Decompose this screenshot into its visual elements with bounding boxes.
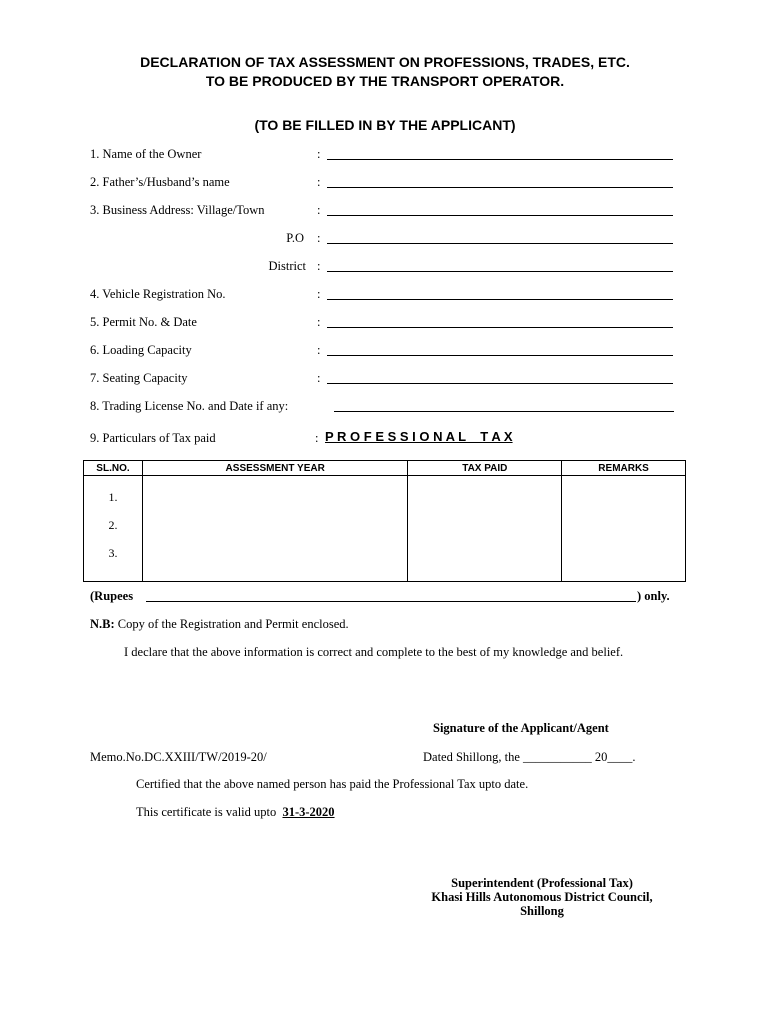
field-colon: : <box>317 147 321 161</box>
field-colon: : <box>317 371 321 385</box>
field-label-seating: 7. Seating Capacity <box>90 371 188 385</box>
po-input-line[interactable] <box>327 243 673 244</box>
superintendent-block <box>400 876 684 918</box>
form-subtitle: (TO BE FILLED IN BY THE APPLICANT) <box>254 117 516 133</box>
address-input-line[interactable] <box>327 215 673 216</box>
field-colon: : <box>317 343 321 357</box>
memo-number: Memo.No.DC.XXIII/TW/2019-20/ <box>90 750 267 764</box>
professional-tax-label: P R O F E S S I O N A L T A X <box>325 429 513 444</box>
field-colon: : <box>317 315 321 329</box>
father-input-line[interactable] <box>327 187 673 188</box>
field-label-trading: 8. Trading License No. and Date if any: <box>90 399 289 413</box>
seating-input-line[interactable] <box>327 383 673 384</box>
form-title-line1: DECLARATION OF TAX ASSESSMENT ON PROFESSIONS, TRADES, ETC. <box>140 54 630 70</box>
rupees-prefix: (Rupees <box>90 589 134 603</box>
row-number: 3. <box>108 546 118 560</box>
sl-no-cell <box>84 476 143 582</box>
row-number: 1. <box>108 490 118 504</box>
header-assessment-year: ASSESSMENT YEAR <box>142 461 408 476</box>
valid-upto-date: 31-3-2020 <box>282 805 335 819</box>
certified-text: Certified that the above named person has paid the Professional Tax upto date. <box>136 777 529 791</box>
field-colon: : <box>315 431 319 445</box>
row-number: 2. <box>108 518 118 532</box>
dated-shillong: Dated Shillong, the ___________ 20____. <box>423 750 636 764</box>
nb-note <box>90 617 349 632</box>
district-input-line[interactable] <box>327 271 673 272</box>
field-colon: : <box>317 231 321 245</box>
field-label-particulars: 9. Particulars of Tax paid <box>90 431 216 445</box>
superintendent-place: Shillong <box>520 904 564 918</box>
declaration-text: I declare that the above information is correct and complete to the best of my knowledge and belief. <box>124 645 624 659</box>
valid-upto-text: This certificate is valid upto <box>136 805 277 819</box>
trading-input-line[interactable] <box>334 411 674 412</box>
field-colon: : <box>317 259 321 273</box>
form-title-line2: TO BE PRODUCED BY THE TRANSPORT OPERATOR. <box>205 73 565 89</box>
signature-label: Signature of the Applicant/Agent <box>433 721 609 735</box>
loading-input-line[interactable] <box>327 355 673 356</box>
field-colon: : <box>317 287 321 301</box>
field-label-vehicle: 4. Vehicle Registration No. <box>90 287 226 301</box>
vehicle-input-line[interactable] <box>327 299 673 300</box>
tax-paid-cell[interactable] <box>408 476 562 582</box>
field-label-district: District <box>268 259 306 273</box>
table-header-row <box>84 461 686 476</box>
superintendent-council: Khasi Hills Autonomous District Council, <box>431 890 653 904</box>
table-body-row <box>84 476 686 582</box>
header-tax-paid: TAX PAID <box>408 461 562 476</box>
owner-input-line[interactable] <box>327 159 673 160</box>
permit-input-line[interactable] <box>327 327 673 328</box>
field-label-loading: 6. Loading Capacity <box>90 343 192 357</box>
remarks-cell[interactable] <box>562 476 686 582</box>
field-label-address: 3. Business Address: Village/Town <box>90 203 265 217</box>
superintendent-title: Superintendent (Professional Tax) <box>451 876 633 890</box>
assessment-year-cell[interactable] <box>142 476 408 582</box>
header-sl-no: SL.NO. <box>84 461 143 476</box>
field-label-father: 2. Father’s/Husband’s name <box>90 175 230 189</box>
field-label-owner: 1. Name of the Owner <box>90 147 202 161</box>
field-label-po: P.O <box>286 231 304 245</box>
valid-upto <box>136 805 335 820</box>
field-colon: : <box>317 203 321 217</box>
header-remarks: REMARKS <box>562 461 686 476</box>
nb-label: N.B: <box>90 617 115 631</box>
field-label-permit: 5. Permit No. & Date <box>90 315 197 329</box>
nb-text: Copy of the Registration and Permit enclosed. <box>114 617 349 631</box>
rupees-suffix: ) only. <box>637 589 670 603</box>
field-colon: : <box>317 175 321 189</box>
tax-paid-table <box>83 460 686 582</box>
rupees-input-line[interactable] <box>146 601 636 602</box>
